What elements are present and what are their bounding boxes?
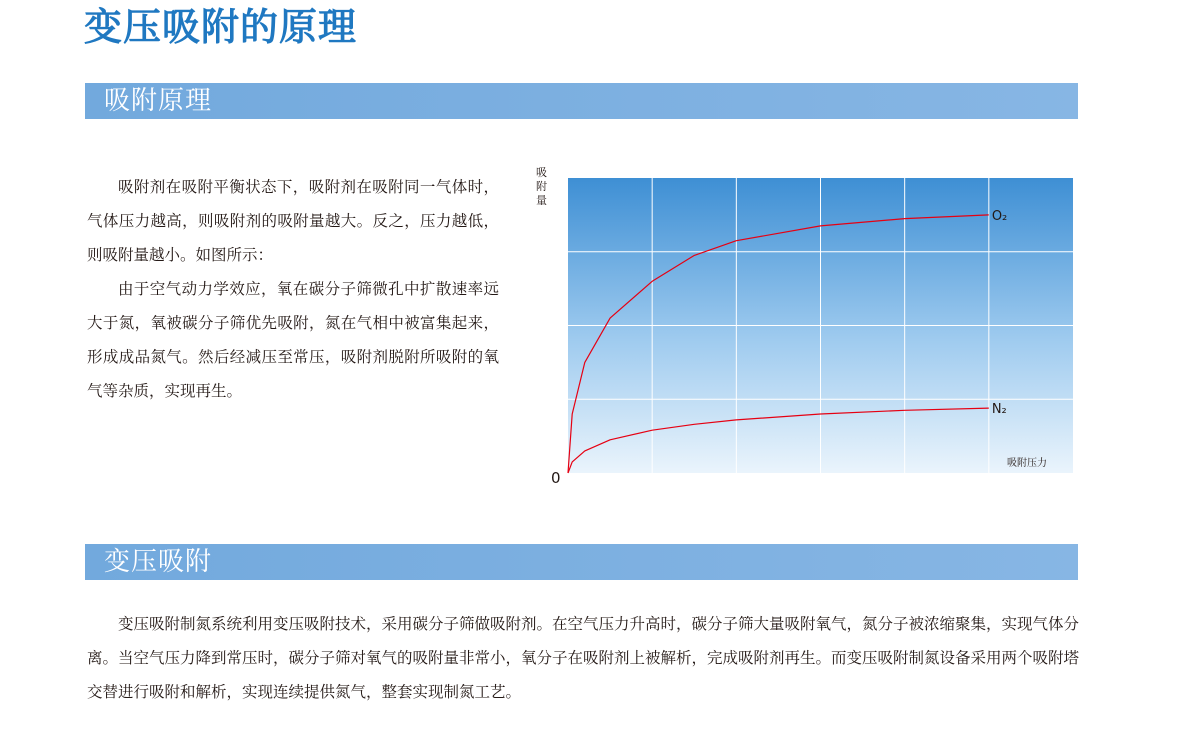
principle-text <box>87 170 499 408</box>
y-axis-label-char: 附 <box>536 180 547 193</box>
section-heading: 吸附原理 <box>104 86 213 116</box>
series-label: O₂ <box>991 208 1008 224</box>
x-axis-label: 吸附压力 <box>1007 458 1047 469</box>
section-heading: 变压吸附 <box>104 547 213 577</box>
section-header-pressure-swing <box>85 544 1078 580</box>
y-axis-label <box>536 166 547 207</box>
page-title: 变压吸附的原理 <box>84 5 358 49</box>
y-axis-label-char: 吸 <box>536 166 547 179</box>
paragraph: 由于空气动力学效应，氧在碳分子筛微孔中扩散速率远大于氮，氧被碳分子筛优先吸附，氮在气相中被富集起来，形成成品氮气。然后经减压至常压，吸附剂脱附所吸附的氧气等杂质，实现再生。 <box>87 280 499 400</box>
origin-label: 0 <box>551 469 561 487</box>
pressure-swing-text: 变压吸附制氮系统利用变压吸附技术，采用碳分子筛做吸附剂。在空气压力升高时，碳分子筛大量吸附氧气，氮分子被浓缩聚集，实现气体分离。当空气压力降到常压时，碳分子筛对氧气的吸附量非常小，氧分子在吸附剂上被解析，完成吸附剂再生。而变压吸附制氮设备采用两个吸附塔交替进行吸附和解析，实现连续提供氮气，整套实现制氮工艺。 <box>87 615 1080 701</box>
section-header-adsorption-principle <box>85 83 1078 119</box>
series-label: N₂ <box>991 402 1007 418</box>
paragraph: 吸附剂在吸附平衡状态下，吸附剂在吸附同一气体时，气体压力越高，则吸附剂的吸附量越大。反之，压力越低，则吸附量越小。如图所示： <box>87 178 499 264</box>
y-axis-label-char: 量 <box>536 194 547 207</box>
adsorption-chart <box>530 160 1090 500</box>
